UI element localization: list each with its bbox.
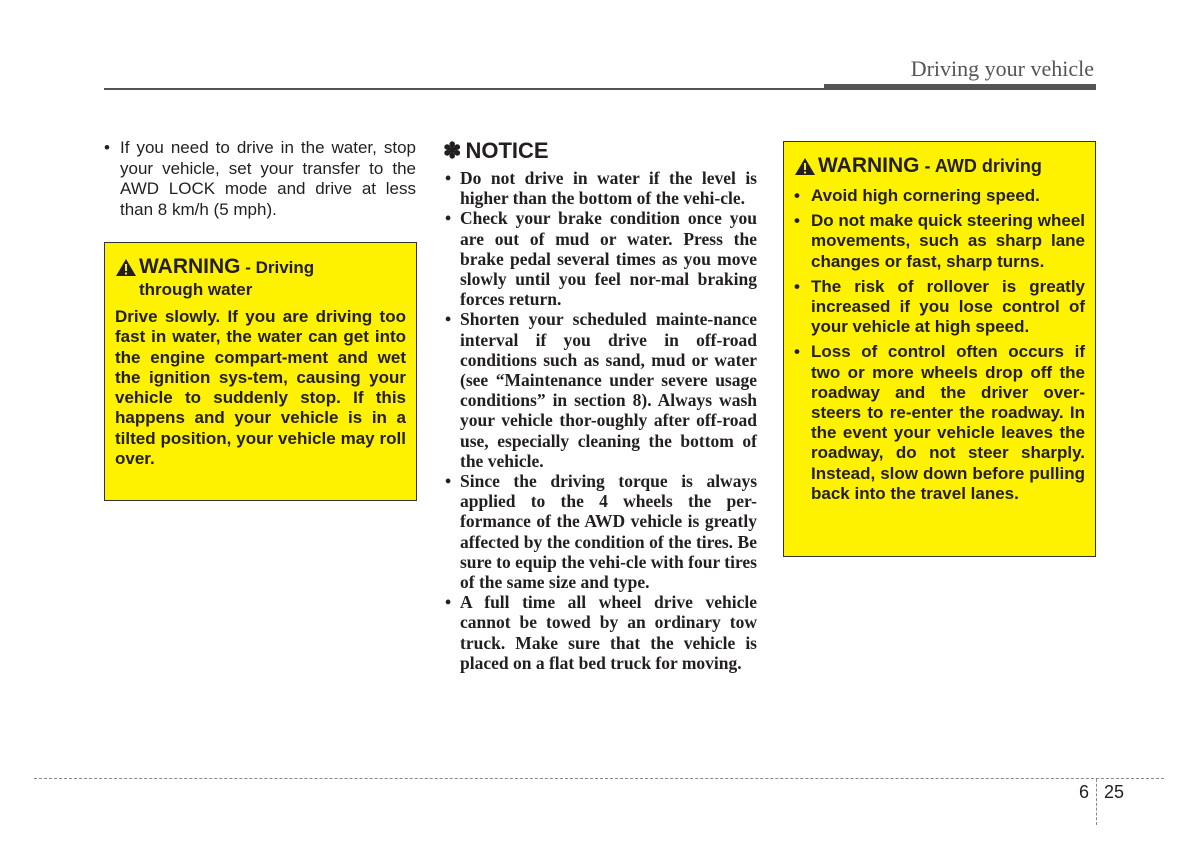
notice-title: NOTICE bbox=[465, 138, 549, 163]
bullet-icon: • bbox=[445, 309, 452, 330]
awd-warning-item-text: Avoid high cornering speed. bbox=[811, 186, 1040, 205]
awd-warning-item bbox=[794, 342, 1085, 504]
chapter-number: 6 bbox=[1079, 782, 1090, 802]
awd-warning-item-text: The risk of rollover is greatly increased if you lose control of your vehicle at high speed. bbox=[811, 276, 1085, 337]
water-driving-bullet bbox=[104, 138, 416, 220]
warning-box-awd-driving bbox=[783, 141, 1096, 557]
bullet-icon: • bbox=[794, 276, 800, 296]
bullet-icon: • bbox=[794, 186, 800, 205]
bullet-icon: • bbox=[445, 208, 452, 229]
bullet-icon: • bbox=[445, 168, 452, 188]
footer-dashed-rule bbox=[34, 778, 1164, 779]
bullet-icon: • bbox=[445, 471, 452, 492]
awd-warning-item-text: Do not make quick steering wheel movements, such as sharp lane changes or fast, sharp turns. bbox=[811, 211, 1085, 271]
notice-item bbox=[443, 168, 757, 208]
header-rule-thin bbox=[104, 88, 824, 90]
warning-word: WARNING bbox=[818, 154, 920, 177]
awd-warning-item bbox=[794, 186, 1085, 206]
bullet-icon: • bbox=[445, 592, 452, 613]
running-header-title: Driving your vehicle bbox=[910, 56, 1094, 81]
notice-heading bbox=[443, 137, 757, 165]
notice-item bbox=[443, 471, 757, 592]
header-rule-thick bbox=[824, 84, 1096, 90]
notice-item-text: A full time all wheel drive vehicle cannot be towed by an ordinary tow truck. Make sure that the vehicle is placed on a flat bed truck for moving. bbox=[460, 592, 757, 673]
bullet-icon: • bbox=[794, 211, 800, 231]
warning-box-driving-through-water bbox=[104, 242, 417, 501]
notice-item bbox=[443, 592, 757, 673]
warning-subtitle: - AWD driving bbox=[919, 156, 1042, 176]
warning-body: Drive slowly. If you are driving too fast in water, the water can get into the engine compart-ment and wet the ignition sys-tem, causing your vehicle to suddenly stop. If this happens and your vehicle is in a tilted position, your vehicle may roll over. bbox=[115, 307, 406, 469]
bullet-icon: • bbox=[104, 138, 110, 157]
footer-page-divider bbox=[1096, 779, 1097, 825]
awd-warning-item bbox=[794, 211, 1085, 272]
awd-warning-item-text: Loss of control often occurs if two or more wheels drop off the roadway and the driver over-steers to re-enter the roadway. In the event your vehicle leaves the roadway, do not steer sharply. Instead, slow down before pulling back into the travel lanes. bbox=[811, 342, 1085, 503]
water-driving-text: If you need to drive in the water, stop your vehicle, set your transfer to the AWD LOCK mode and drive at less than 8 km/h (5 mph). bbox=[120, 138, 416, 219]
warning-triangle-icon bbox=[115, 258, 139, 282]
left-column bbox=[104, 138, 416, 220]
notice-item-text: Shorten your scheduled mainte-nance interval if you drive in off-road conditions such as sand, mud or water (see “Maintenance under severe usage conditions” in section 8). Always wash your vehicle thor-oughly after off-road use, especially cleaning the bottom of the vehicle. bbox=[460, 309, 757, 471]
notice-list bbox=[443, 168, 757, 673]
awd-warning-item bbox=[794, 277, 1085, 338]
bullet-icon: • bbox=[794, 342, 800, 362]
page-number: 25 bbox=[1104, 782, 1125, 802]
warning-word: WARNING bbox=[139, 255, 241, 278]
warning-triangle-icon bbox=[794, 157, 818, 181]
warning-heading bbox=[115, 255, 406, 301]
notice-item bbox=[443, 309, 757, 471]
warning-subtitle: - Driving bbox=[240, 258, 315, 277]
notice-item bbox=[443, 208, 757, 309]
notice-item-text: Check your brake condition once you are out of mud or water. Press the brake pedal several times as you move slowly until you feel nor-mal braking forces return. bbox=[460, 208, 757, 310]
notice-column bbox=[443, 137, 757, 673]
warning-subtitle-line2: through water bbox=[139, 280, 253, 299]
awd-warning-list bbox=[794, 186, 1085, 504]
notice-item-text: Do not drive in water if the level is higher than the bottom of the vehi-cle. bbox=[460, 168, 757, 209]
notice-item-text: Since the driving torque is always applied to the 4 wheels the per-formance of the AWD vehicle is greatly affected by the condition of the tires. Be sure to equip the vehi-cle with four tires of the same size and type. bbox=[460, 471, 757, 593]
warning-heading bbox=[794, 154, 1085, 181]
notice-star-icon: ✽ bbox=[443, 138, 462, 163]
